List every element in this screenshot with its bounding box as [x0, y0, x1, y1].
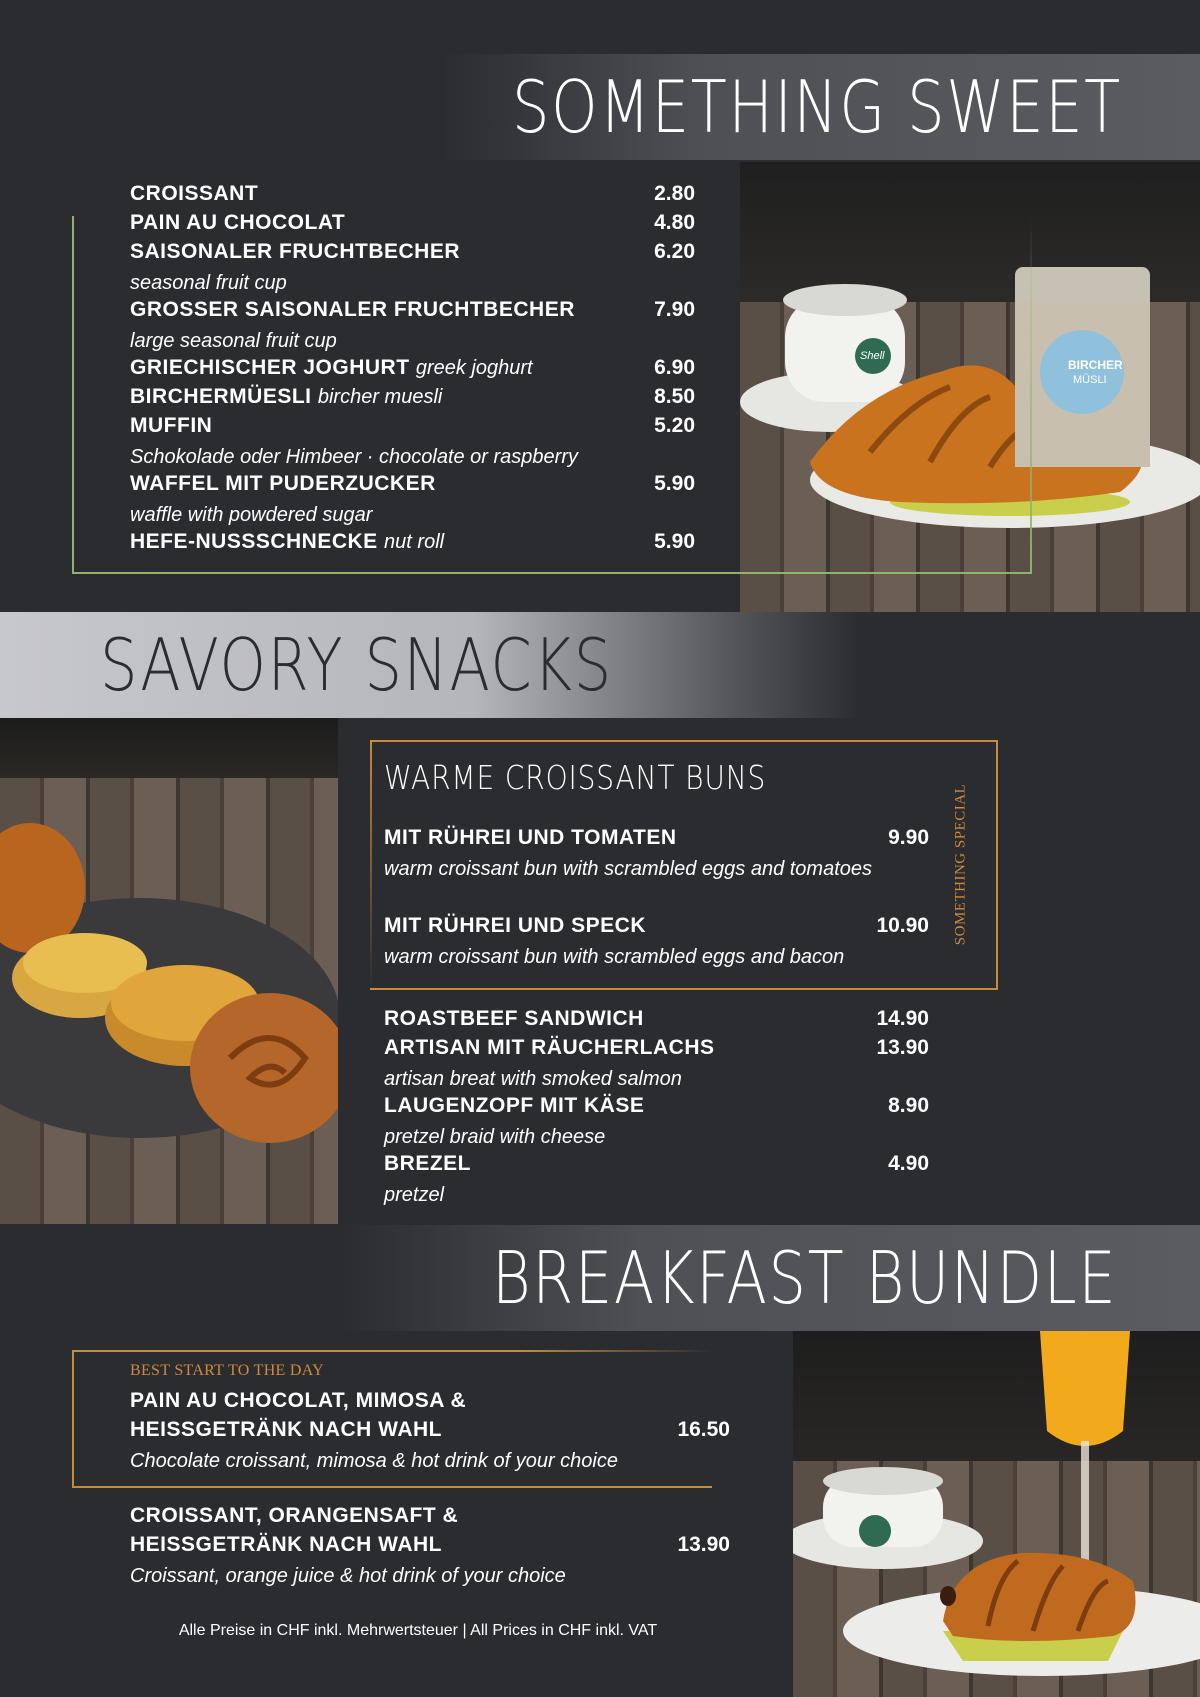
bundle-label: BEST START TO THE DAY: [130, 1362, 325, 1379]
list-item: BREZEL 4.90: [384, 1152, 929, 1175]
breakfast-banner: [340, 1225, 1200, 1331]
item-description: pretzel braid with cheese: [384, 1126, 606, 1148]
list-item: ARTISAN MIT RÄUCHERLACHS 13.90: [384, 1036, 929, 1059]
list-item: HEISSGETRÄNK NACH WAHL 16.50: [130, 1418, 730, 1441]
bundle-menu-2: [130, 1504, 730, 1591]
list-item: PAIN AU CHOCOLAT 4.80: [130, 211, 695, 234]
list-item: CROISSANT 2.80: [130, 182, 695, 205]
list-item: SAISONALER FRUCHTBECHER 6.20: [130, 240, 695, 263]
savory-photo-art: [0, 718, 338, 1224]
list-item: WAFFEL MIT PUDERZUCKER 5.90: [130, 472, 695, 495]
bundle-name-line1: CROISSANT, ORANGENSAFT &: [130, 1504, 459, 1527]
sweet-menu: [130, 182, 695, 559]
jar-sub-label: MÜSLI: [1073, 374, 1107, 386]
item-description: warm croissant bun with scrambled eggs and tomatoes: [384, 858, 873, 880]
special-menu: [384, 826, 929, 972]
sweet-title: SOMETHING SWEET: [512, 65, 1122, 149]
cup-logo: Shell: [860, 350, 885, 362]
item-description: Croissant, orange juice & hot drink of your choice: [130, 1565, 566, 1587]
bundle-name-line1: PAIN AU CHOCOLAT, MIMOSA &: [130, 1389, 467, 1412]
list-item: MIT RÜHREI UND SPECK 10.90: [384, 914, 929, 937]
list-item: MIT RÜHREI UND TOMATEN 9.90: [384, 826, 929, 849]
special-label: SOMETHING SPECIAL: [952, 783, 969, 946]
item-description: waffle with powdered sugar: [130, 504, 373, 526]
special-frame-left: [370, 740, 372, 990]
item-description: seasonal fruit cup: [130, 272, 287, 294]
sweet-frame-right: [1030, 216, 1032, 574]
list-item: BIRCHERMÜESLI bircher muesli 8.50: [130, 385, 695, 408]
list-item: HEFE-NUSSSCHNECKE nut roll 5.90: [130, 530, 695, 553]
savory-title: SAVORY SNACKS: [100, 623, 613, 707]
item-description: Chocolate croissant, mimosa & hot drink of your choice: [130, 1450, 618, 1472]
savory-menu: [384, 1007, 929, 1210]
savory-photo: [0, 718, 338, 1224]
list-item: HEISSGETRÄNK NACH WAHL 13.90: [130, 1533, 730, 1556]
sweet-banner: [440, 54, 1200, 160]
item-description: Schokolade oder Himbeer · chocolate or raspberry: [130, 446, 578, 468]
list-item: ROASTBEEF SANDWICH 14.90: [384, 1007, 929, 1030]
savory-banner: [0, 612, 860, 718]
list-item: LAUGENZOPF MIT KÄSE 8.90: [384, 1094, 929, 1117]
special-heading: WARME CROISSANT BUNS: [384, 758, 767, 797]
breakfast-photo: [793, 1331, 1200, 1697]
item-description: artisan breat with smoked salmon: [384, 1068, 682, 1090]
item-description: large seasonal fruit cup: [130, 330, 337, 352]
list-item: GRIECHISCHER JOGHURT greek joghurt 6.90: [130, 356, 695, 379]
item-description: pretzel: [384, 1184, 445, 1206]
list-item: MUFFIN 5.20: [130, 414, 695, 437]
bundle-frame-fade: [72, 1350, 712, 1352]
breakfast-title: BREAKFAST BUNDLE: [492, 1236, 1118, 1320]
breakfast-photo-art: [793, 1331, 1200, 1697]
bundle-menu-1: [130, 1389, 730, 1476]
jar-brand-label: BIRCHER: [1068, 358, 1123, 372]
footer-note: Alle Preise in CHF inkl. Mehrwertsteuer | All Prices in CHF inkl. VAT: [178, 1622, 658, 1639]
list-item: GROSSER SAISONALER FRUCHTBECHER 7.90: [130, 298, 695, 321]
item-description: warm croissant bun with scrambled eggs and bacon: [384, 946, 845, 968]
